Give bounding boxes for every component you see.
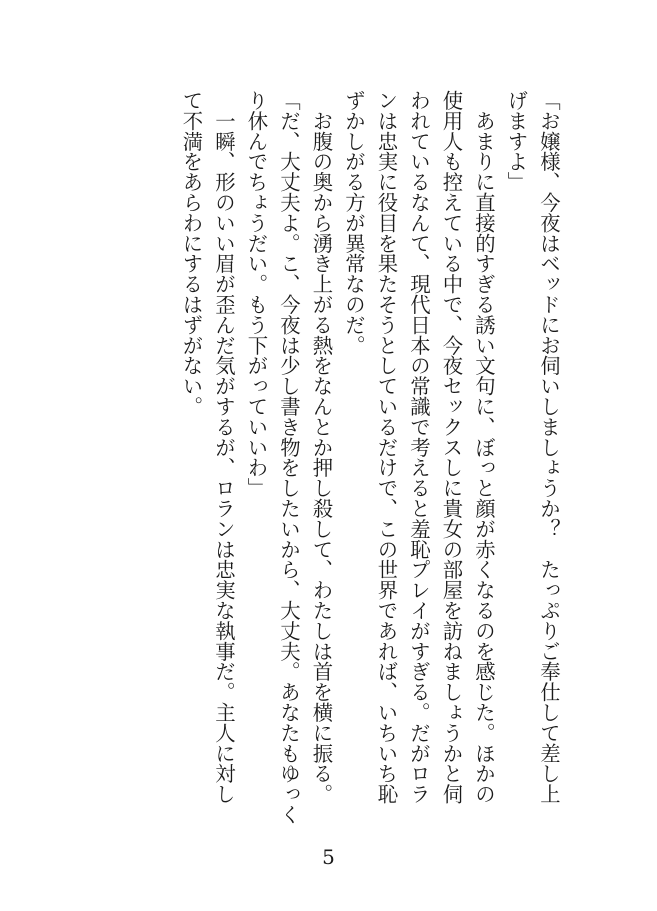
page-number: 5: [322, 845, 335, 869]
text-line: われているなんて、現代日本の常識で考えると羞恥プレイがすぎる。だがロラ: [407, 90, 431, 804]
vertical-text-body: [175, 90, 565, 830]
text-line: 一瞬、形のいい眉が歪んだ気がするが、ロランは忠実な執事だ。主人に対し: [212, 90, 236, 804]
text-line: ずかしがる方が異常なのだ。: [342, 90, 366, 356]
text-line: 「お嬢様、今夜はベッドにお伺いしましょうか？ たっぷりご奉仕して差し上: [537, 90, 561, 804]
text-line: り休んでちょうだい。もう下がっていいわ」: [244, 90, 269, 498]
text-line: げますよ」: [504, 90, 529, 192]
text-line: お腹の奥から湧き上がる熱をなんとか押し殺して、わたしは首を横に振る。: [309, 90, 334, 804]
text-line: ンは忠実に役目を果たそうとしているだけで、この世界であれば、いちいち恥: [374, 90, 399, 804]
text-line: 使用人も控えている中で、今夜セックスしに貴女の部屋を訪ねましょうかと伺: [439, 90, 464, 804]
text-line: 「だ、大丈夫よ。こ、今夜は少し書き物をしたいから、大丈夫。あなたもゆっく: [277, 90, 301, 825]
text-line: て不満をあらわにするはずがない。: [179, 90, 204, 417]
text-line: あまりに直接的すぎる誘い文句に、ぼっと顔が赤くなるのを感じた。ほかの: [472, 90, 496, 804]
